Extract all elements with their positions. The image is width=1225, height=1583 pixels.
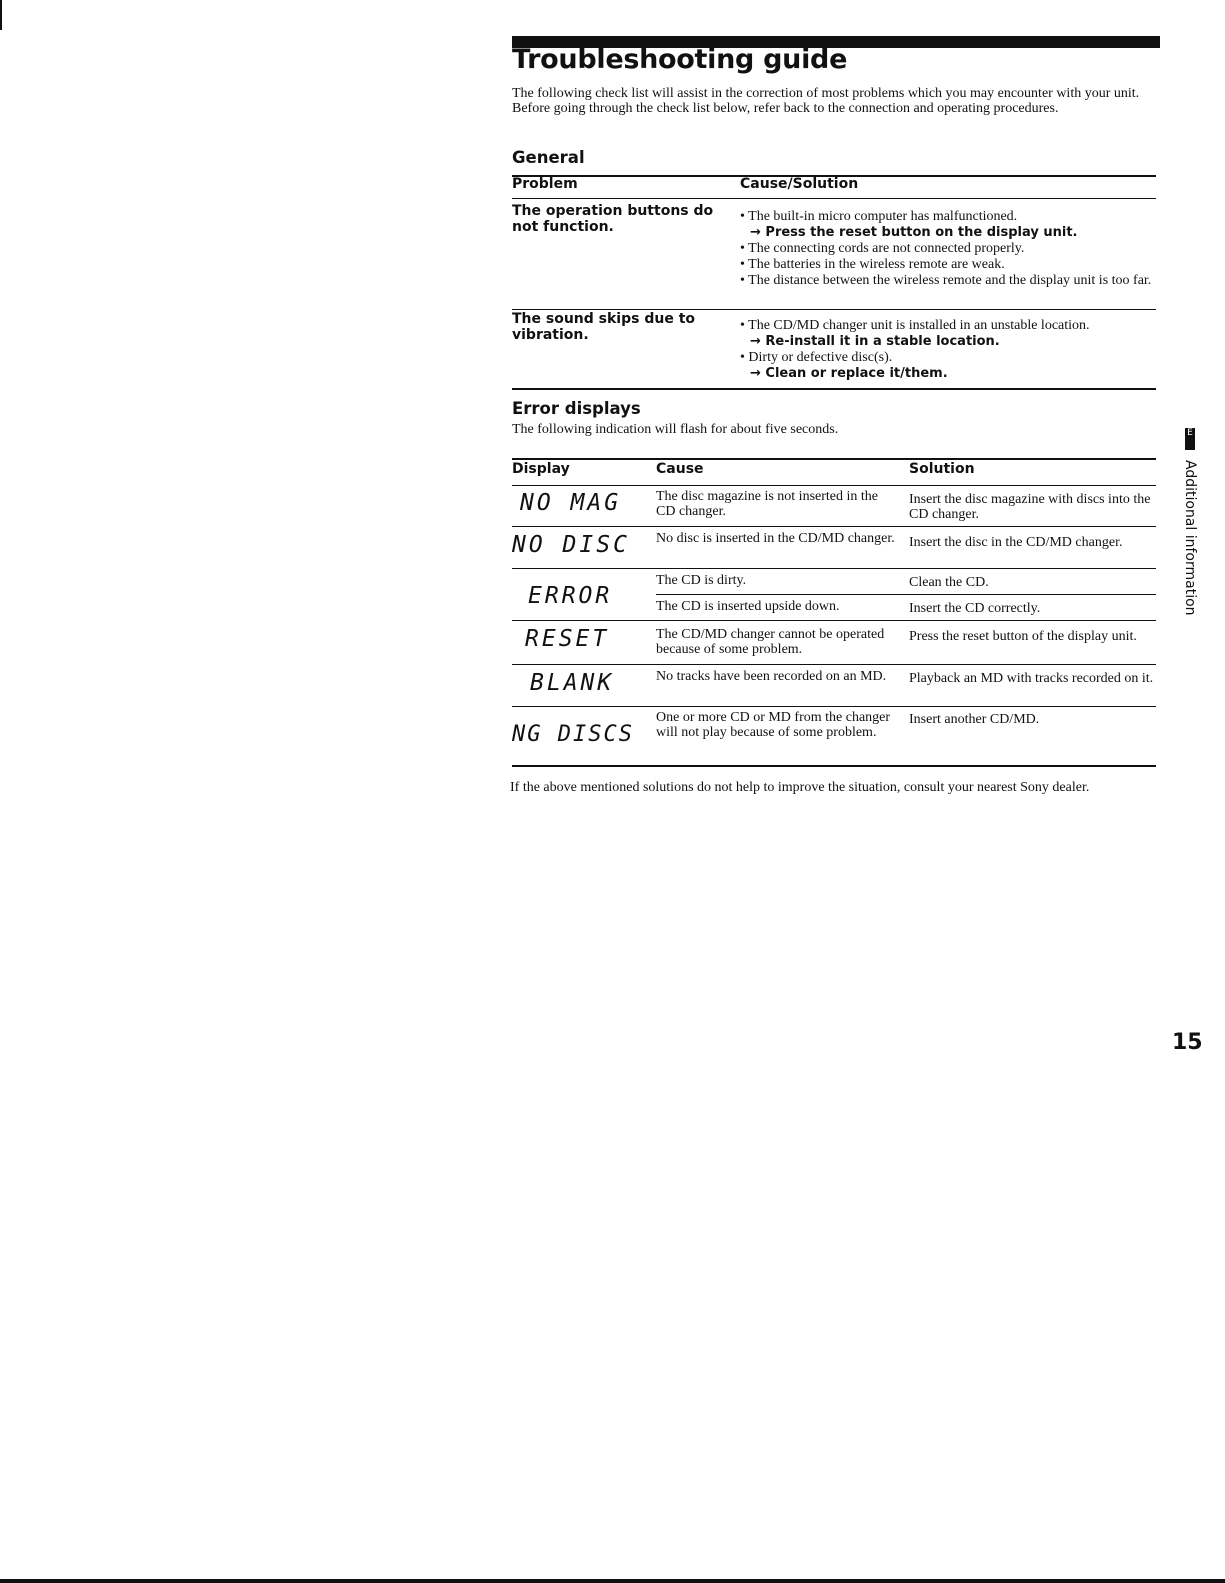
cause-column-header: Cause bbox=[656, 461, 704, 477]
page-title: Troubleshooting guide bbox=[512, 44, 848, 75]
problem-cell: The sound skips due to vibration. bbox=[512, 311, 696, 343]
error-cause: The CD is inserted upside down. bbox=[656, 599, 840, 614]
intro-paragraph: Before going through the check list below, refer back to the connection and operating procedures. bbox=[512, 101, 1059, 116]
error-cause: The CD/MD changer cannot be operated because of some problem. bbox=[656, 627, 885, 657]
table-rule bbox=[512, 388, 1156, 390]
error-cause: The CD is dirty. bbox=[656, 573, 747, 588]
cause-bullet: • The distance between the wireless remote and the display unit is too far. bbox=[740, 273, 1152, 288]
page-number: 15 bbox=[1172, 1030, 1203, 1055]
error-solution: Clean the CD. bbox=[909, 575, 989, 590]
solution-cell bbox=[740, 318, 1156, 382]
error-solution: Insert another CD/MD. bbox=[909, 712, 1040, 727]
section-side-label bbox=[1176, 460, 1206, 640]
error-display-code: ERROR bbox=[528, 583, 613, 609]
intro-paragraph: The following check list will assist in the correction of most problems which you may encounter with your unit. bbox=[512, 86, 1140, 101]
error-displays-heading: Error displays bbox=[512, 399, 641, 418]
table-rule bbox=[512, 765, 1156, 767]
cause-solution-column-header: Cause/Solution bbox=[740, 176, 859, 192]
error-display-code: NG DISCS bbox=[512, 722, 634, 747]
error-solution: Playback an MD with tracks recorded on it. bbox=[909, 671, 1154, 686]
error-cause: One or more CD or MD from the changer will not play because of some problem. bbox=[656, 710, 891, 740]
error-display-code: NO DISC bbox=[512, 532, 630, 558]
table-rule bbox=[512, 309, 1156, 310]
section-side-label-text: Additional information bbox=[1182, 460, 1198, 616]
cause-bullet: • The batteries in the wireless remote are weak. bbox=[740, 257, 1005, 272]
table-rule bbox=[512, 568, 1156, 569]
table-rule bbox=[512, 526, 1156, 527]
error-solution: Insert the disc in the CD/MD changer. bbox=[909, 535, 1123, 550]
error-display-code: NO MAG bbox=[520, 490, 622, 516]
problem-cell: The operation buttons do not function. bbox=[512, 203, 714, 235]
error-solution: Press the reset button of the display unit. bbox=[909, 629, 1137, 644]
error-cause: The disc magazine is not inserted in the CD changer. bbox=[656, 489, 878, 519]
cause-bullet: • The built-in micro computer has malfunctioned. bbox=[740, 209, 1018, 224]
error-displays-subtitle: The following indication will flash for about five seconds. bbox=[512, 422, 839, 437]
section-tab: E bbox=[1185, 428, 1195, 450]
scan-bottom-edge bbox=[0, 1579, 1225, 1583]
table-rule bbox=[512, 485, 1156, 486]
solution-step: → Press the reset button on the display unit. bbox=[750, 225, 1078, 240]
cause-bullet: • The CD/MD changer unit is installed in an unstable location. bbox=[740, 318, 1090, 333]
table-rule bbox=[512, 620, 1156, 621]
error-cause: No disc is inserted in the CD/MD changer. bbox=[656, 531, 895, 546]
cause-bullet: • Dirty or defective disc(s). bbox=[740, 350, 893, 365]
error-cause: No tracks have been recorded on an MD. bbox=[656, 669, 887, 684]
closing-note: If the above mentioned solutions do not help to improve the situation, consult your nearest Sony dealer. bbox=[510, 780, 1090, 795]
table-rule bbox=[512, 706, 1156, 707]
error-display-code: RESET bbox=[525, 626, 610, 652]
solution-column-header: Solution bbox=[909, 461, 975, 477]
table-rule bbox=[512, 458, 1156, 460]
problem-column-header: Problem bbox=[512, 176, 578, 192]
solution-step: → Re-install it in a stable location. bbox=[750, 334, 1000, 349]
intro-text bbox=[512, 86, 1152, 116]
display-column-header: Display bbox=[512, 461, 570, 477]
table-rule bbox=[512, 664, 1156, 665]
table-rule bbox=[656, 594, 1156, 595]
solution-step: → Clean or replace it/them. bbox=[750, 366, 948, 381]
cause-bullet: • The connecting cords are not connected properly. bbox=[740, 241, 1025, 256]
solution-cell bbox=[740, 209, 1156, 289]
general-heading: General bbox=[512, 148, 585, 167]
error-solution: Insert the CD correctly. bbox=[909, 601, 1041, 616]
error-solution: Insert the disc magazine with discs into the CD changer. bbox=[909, 492, 1151, 522]
error-display-code: BLANK bbox=[530, 670, 615, 696]
table-rule bbox=[512, 198, 1156, 199]
scan-edge-mark bbox=[0, 0, 2, 30]
